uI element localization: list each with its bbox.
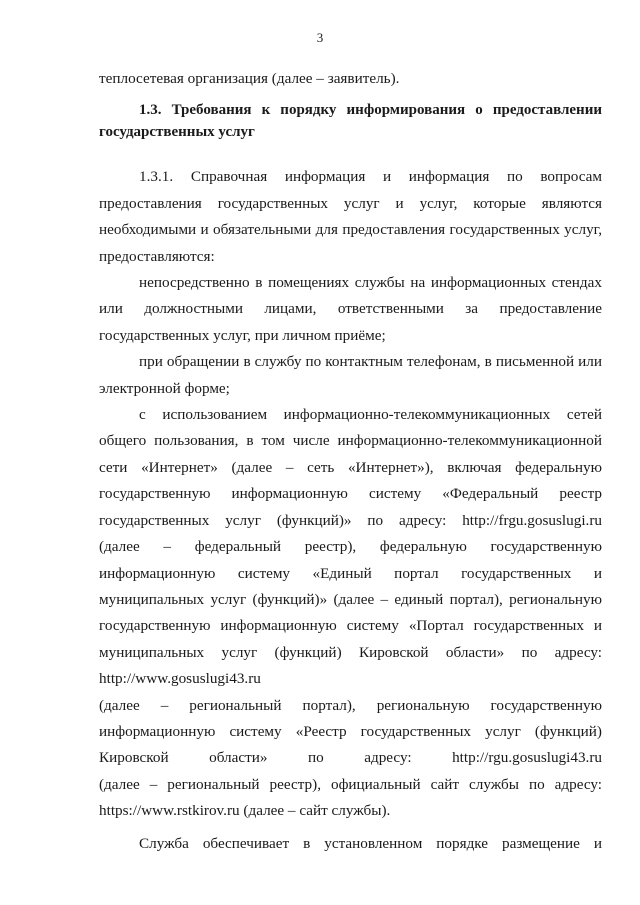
paragraph-internet: [99, 402, 602, 825]
paragraph-service: [99, 831, 602, 857]
text-line: государственную информационную систему «Портал государственных и: [99, 617, 602, 635]
text-line: Служба обеспечивает в установленном порядке размещение и: [139, 834, 602, 852]
text-line: сети «Интернет» (далее – сеть «Интернет»), включая федеральную: [99, 458, 602, 476]
paragraph-1-3-1: [99, 164, 602, 270]
text-line: государственных услуг (функций)» по адресу: http://frgu.gosuslugi.ru: [99, 511, 602, 529]
text-line: (далее – региональный реестр), официальный сайт службы по адресу:: [99, 775, 602, 793]
text-line: предоставления государственных услуг и услуг, которые являются: [99, 194, 602, 212]
text-line: информационную систему «Реестр государственных услуг (функций): [99, 722, 602, 740]
text-line: https://www.rstkirov.ru (далее – сайт службы).: [99, 802, 391, 820]
section-heading: [99, 99, 602, 143]
text-line: муниципальных услуг (функций) Кировской области» по адресу:: [99, 643, 602, 661]
text-line: с использованием информационно-телекоммуникационных сетей: [139, 406, 602, 424]
section-heading-line: 1.3. Требования к порядку информирования о предоставлении: [139, 102, 602, 119]
text-line: предоставляются:: [99, 247, 215, 265]
section-heading-line: государственных услуг: [99, 124, 255, 141]
text-line: или должностными лицами, ответственными за предоставление: [99, 300, 602, 318]
text-line: государственную информационную систему «Федеральный реестр: [99, 485, 602, 503]
text-line: непосредственно в помещениях службы на информационных стендах: [139, 274, 602, 292]
document-body: [99, 66, 602, 857]
text-line: информационную систему «Единый портал государственных и: [99, 564, 602, 582]
text-line: 1.3.1. Справочная информация и информация по вопросам: [139, 168, 602, 186]
text-line: http://www.gosuslugi43.ru: [99, 670, 261, 688]
text-line: муниципальных услуг (функций)» (далее – единый портал), региональную: [99, 590, 602, 608]
text-line: (далее – региональный портал), региональную государственную: [99, 696, 602, 714]
page-number: 3: [316, 30, 324, 45]
text-line: теплосетевая организация (далее – заявитель).: [99, 70, 400, 87]
spacer: [99, 154, 602, 164]
paragraph-phone: [99, 349, 602, 402]
text-line: при обращении в службу по контактным телефонам, в письменной или: [139, 353, 602, 371]
text-line: общего пользования, в том числе информационно-телекоммуникационной: [99, 432, 602, 450]
text-line: Кировской области» по адресу: http://rgu.gosuslugi43.ru: [99, 749, 602, 767]
paragraph-premises: [99, 270, 602, 349]
text-line: государственных услуг, при личном приёме;: [99, 326, 386, 344]
text-line: электронной форме;: [99, 379, 230, 397]
text-line: (далее – федеральный реестр), федеральную государственную: [99, 538, 602, 556]
text-line: необходимыми и обязательными для предоставления государственных услуг,: [99, 221, 602, 239]
